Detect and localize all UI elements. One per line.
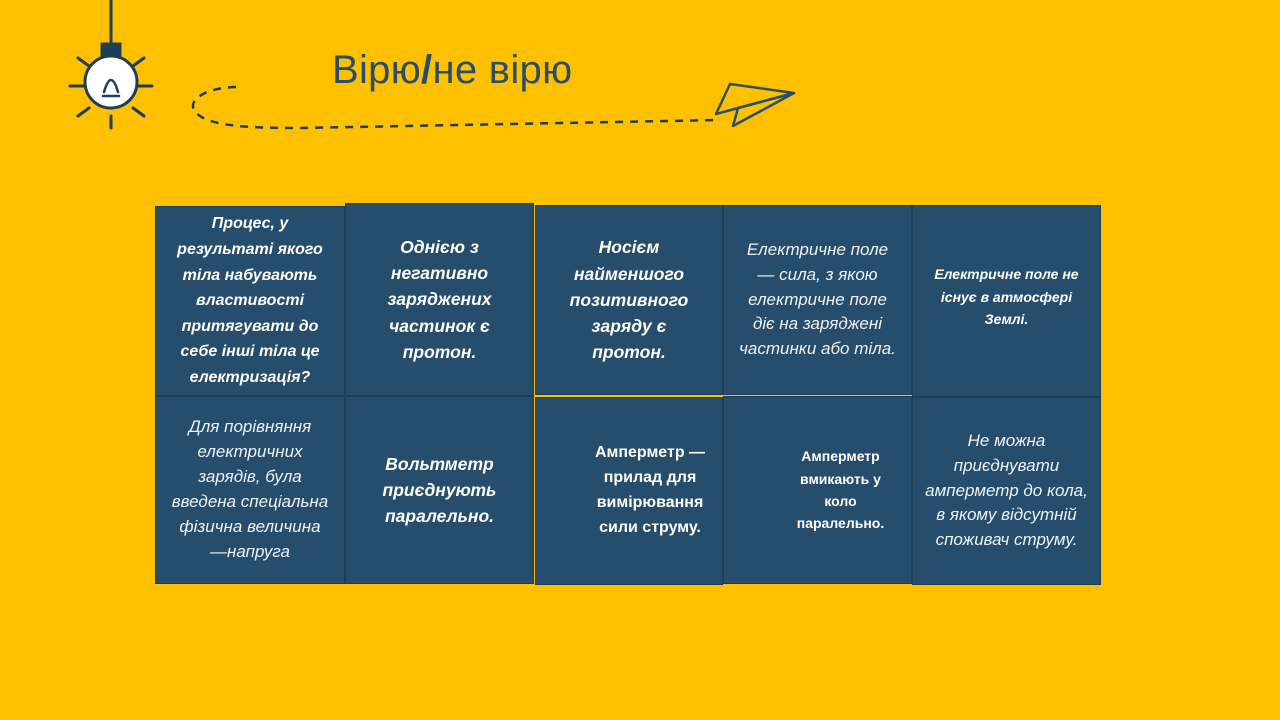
title-slash: / [421, 48, 433, 92]
statement-text: Носієм найменшого позитивного заряду є протон. [569, 237, 689, 363]
statement-card-r2c3[interactable] [535, 397, 723, 585]
statement-text: Амперметр — прилад для вимірювання сили струму. [594, 444, 706, 536]
statement-text: Процес, у результаті якого тіла набувають властивості притягувати до себе інші тіла це електризація? [177, 215, 323, 386]
statement-card-r2c1[interactable] [155, 396, 345, 584]
statement-text: Електричне поле не існує в атмосфері Землі. [934, 266, 1079, 328]
statement-text: Не можна приєднувати амперметр до кола, в якому відсутній споживач струму. [925, 430, 1088, 550]
statement-card-r2c2[interactable] [345, 396, 534, 584]
statement-card-r1c3[interactable] [535, 205, 723, 395]
statement-card-r1c4[interactable] [723, 205, 912, 395]
statement-text: Вольтметр приєднують паралельно. [382, 453, 497, 527]
statement-card-r1c5[interactable] [912, 205, 1101, 397]
statement-text: Амперметр вмикають у коло паралельно. [796, 448, 885, 532]
title-part-believe: Вірю [332, 48, 422, 92]
title-part-disbelieve: не вірю [432, 48, 573, 92]
paper-plane-icon [0, 0, 1280, 160]
statement-text: Електричне поле — сила, з якою електричне поле діє на заряджені частинки або тіла. [739, 239, 896, 359]
statement-card-r2c4[interactable] [723, 396, 912, 584]
page-title [332, 48, 572, 93]
statement-card-r1c2[interactable] [345, 203, 534, 396]
statement-card-r2c5[interactable] [912, 397, 1101, 585]
statement-text: Однією з негативно заряджених частинок є протон. [387, 236, 492, 362]
statement-card-r1c1[interactable] [155, 206, 345, 396]
statement-text: Для порівняння електричних зарядів, була введена спеціальна фізична величина —напруга [171, 417, 329, 561]
